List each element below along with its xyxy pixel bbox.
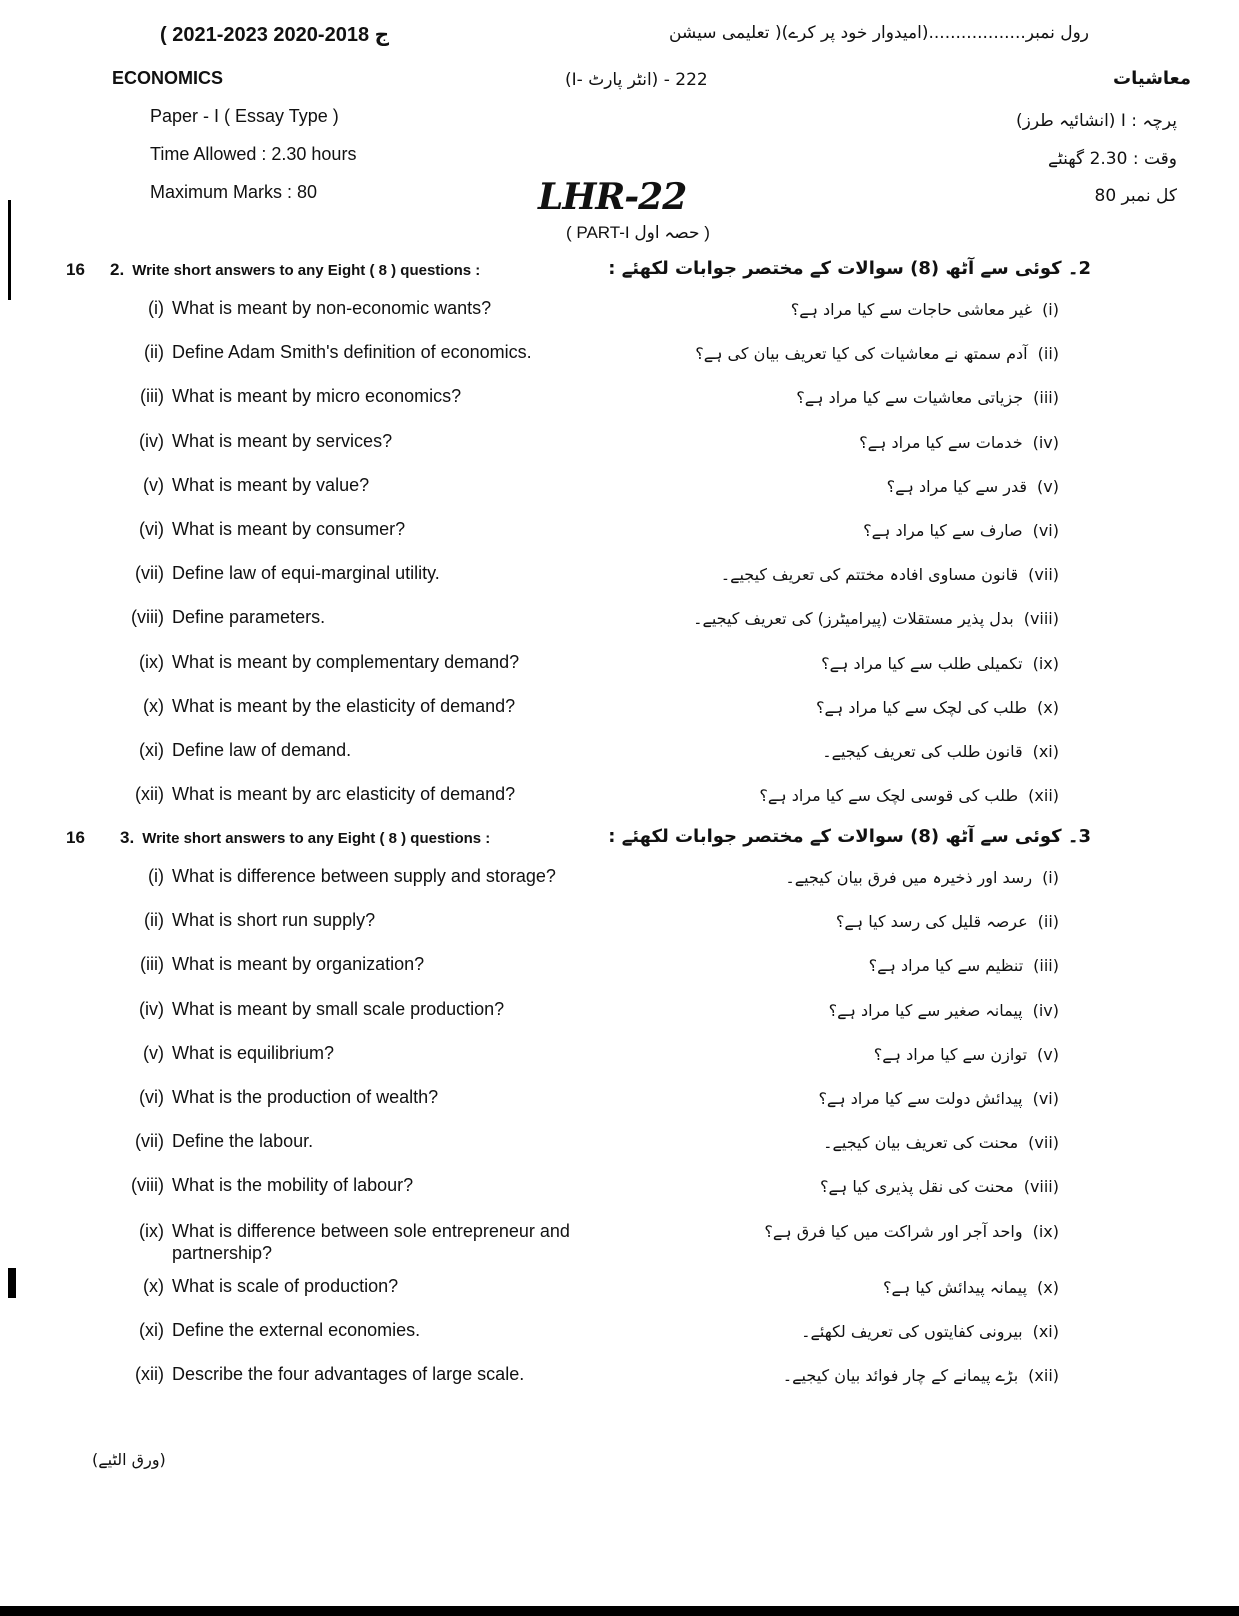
sub-question-numeral-ur: (iii) — [1033, 956, 1059, 976]
sub-question-numeral: (iii) — [140, 386, 164, 407]
sub-question-numeral-ur: (iv) — [1032, 1000, 1059, 1020]
sub-question-numeral: (viii) — [131, 607, 164, 628]
part-label: ( PART-I حصہ اول ) — [566, 223, 710, 242]
sub-question-numeral: (xi) — [139, 1320, 164, 1340]
question-instruction-en — [120, 828, 490, 848]
sub-question-numeral: (v) — [143, 1042, 164, 1063]
sub-question-text: What is meant by complementary demand? — [172, 651, 520, 672]
subject-title-ur: معاشیات — [1113, 68, 1191, 89]
sub-question-text: What is meant by arc elasticity of demand? — [172, 784, 516, 805]
sub-question-ur — [887, 477, 1059, 496]
sub-question-text: What is equilibrium? — [172, 1042, 335, 1063]
sub-question-en — [114, 342, 532, 363]
sub-question-text-ur: بیرونی کفایتوں کی تعریف لکھئے۔ — [801, 1322, 1023, 1341]
paper-type-en: Paper - I ( Essay Type ) — [150, 106, 339, 126]
question-marks: 16 — [66, 260, 85, 279]
sub-question-text: What is difference between sole entrepreneur and partnership? — [172, 1220, 570, 1263]
sub-question-text-ur: بدل پذیر مستقلات (پیرامیٹرز) کی تعریف کیجیے۔ — [693, 609, 1014, 629]
sub-question-numeral: (ix) — [139, 651, 164, 672]
sub-question-text: Define parameters. — [172, 607, 326, 628]
sub-question-text: Define law of demand. — [172, 740, 352, 760]
sub-question-text: What is scale of production? — [172, 1275, 399, 1296]
sub-question-numeral: (vi) — [139, 1087, 164, 1107]
sub-question-en — [114, 1175, 413, 1196]
sub-question-numeral-ur: (xi) — [1032, 742, 1059, 761]
sub-question-numeral-ur: (ix) — [1032, 653, 1059, 673]
sub-question-en — [114, 563, 440, 584]
question-instruction-ur: 3۔ کوئی سے آٹھ (8) سوالات کے مختصر جوابات لکھئے : — [608, 826, 1091, 847]
paper-code: 222 - (انٹر پارٹ -I) — [565, 70, 708, 90]
sub-question-numeral-ur: (vi) — [1032, 1089, 1059, 1108]
scan-edge-mark — [8, 200, 11, 300]
sub-question-text-ur: جزیاتی معاشیات سے کیا مراد ہے؟ — [796, 388, 1024, 408]
sub-question-en — [114, 1276, 398, 1297]
sub-question-text-ur: طلب کی قوسی لچک سے کیا مراد ہے؟ — [759, 786, 1019, 806]
sub-question-en — [114, 475, 369, 496]
sub-question-text: What is meant by value? — [172, 474, 370, 495]
sub-question-text: Define Adam Smith's definition of economics. — [172, 342, 532, 363]
sub-question-ur — [821, 654, 1059, 673]
sub-question-numeral: (vii) — [135, 1131, 164, 1152]
sub-question-numeral-ur: (viii) — [1023, 1177, 1059, 1197]
sub-question-text-ur: قانون مساوی افادہ مختتم کی تعریف کیجیے۔ — [720, 565, 1019, 585]
sub-question-en — [114, 1364, 524, 1385]
sub-question-en — [114, 866, 556, 887]
sub-question-en — [114, 298, 491, 319]
sub-question-text-ur: پیمانہ پیدائش کیا ہے؟ — [883, 1277, 1028, 1297]
sub-question-numeral-ur: (viii) — [1023, 609, 1059, 629]
sub-question-text-ur: واحد آجر اور شراکت میں کیا فرق ہے؟ — [764, 1221, 1023, 1241]
sub-question-numeral-ur: (i) — [1042, 868, 1059, 887]
sub-question-ur — [869, 956, 1059, 975]
sub-question-text-ur: قانون طلب کی تعریف کیجیے۔ — [822, 742, 1023, 761]
sub-question-numeral-ur: (vi) — [1032, 521, 1059, 540]
sub-question-numeral-ur: (vii) — [1028, 565, 1059, 585]
sub-question-numeral-ur: (v) — [1037, 476, 1059, 496]
sub-question-numeral-ur: (x) — [1037, 697, 1059, 717]
sub-question-text: Describe the four advantages of large scale. — [172, 1364, 525, 1385]
sub-question-text: What is meant by services? — [172, 430, 393, 451]
sub-question-en — [114, 519, 405, 540]
sub-question-numeral: (iv) — [139, 430, 164, 451]
sub-question-ur — [859, 433, 1059, 452]
sub-question-numeral-ur: (xii) — [1028, 786, 1059, 806]
sub-question-en — [114, 1220, 574, 1264]
sub-question-numeral-ur: (ii) — [1037, 912, 1059, 932]
time-allowed-ur: وقت : 2.30 گھنٹے — [1048, 149, 1177, 169]
sub-question-ur — [785, 868, 1059, 887]
sub-question-text: What is meant by small scale production? — [172, 998, 505, 1019]
sub-question-text: What is difference between supply and storage? — [172, 866, 556, 886]
sub-question-ur — [791, 300, 1059, 319]
sub-question-en — [114, 386, 461, 407]
sub-question-numeral: (ix) — [139, 1220, 164, 1241]
sub-question-ur — [823, 1133, 1059, 1152]
sub-question-ur — [801, 1322, 1059, 1341]
sub-question-numeral: (vii) — [135, 563, 164, 584]
sub-question-text-ur: پیدائش دولت سے کیا مراد ہے؟ — [818, 1089, 1023, 1108]
sub-question-numeral-ur: (v) — [1037, 1044, 1059, 1064]
question-number: 2. — [110, 260, 125, 279]
sub-question-numeral: (ii) — [144, 342, 164, 363]
question-instruction-text: Write short answers to any Eight ( 8 ) questions : — [142, 830, 491, 847]
sub-question-en — [114, 1131, 313, 1152]
sub-question-ur — [816, 698, 1059, 717]
sub-question-text: What is meant by the elasticity of demand? — [172, 695, 516, 716]
sub-question-numeral-ur: (ix) — [1032, 1221, 1059, 1241]
sub-question-ur — [796, 388, 1059, 407]
sub-question-numeral: (viii) — [131, 1175, 164, 1196]
sub-question-text-ur: محنت کی نقل پذیری کیا ہے؟ — [820, 1177, 1014, 1197]
sub-question-text-ur: تکمیلی طلب سے کیا مراد ہے؟ — [821, 653, 1023, 673]
sub-question-ur — [883, 1278, 1059, 1297]
sub-question-en — [114, 607, 325, 628]
sub-question-numeral-ur: (iii) — [1033, 388, 1059, 408]
sub-question-text: Define the labour. — [172, 1131, 314, 1152]
sub-question-text: Define the external economies. — [172, 1320, 421, 1340]
sub-question-ur — [822, 742, 1059, 761]
sub-question-ur — [874, 1045, 1059, 1064]
sub-question-text: What is short run supply? — [172, 910, 376, 931]
sub-question-numeral: (vi) — [139, 519, 164, 539]
sub-question-numeral-ur: (ii) — [1037, 344, 1059, 364]
sub-question-numeral: (xii) — [135, 784, 164, 805]
question-marks: 16 — [66, 828, 85, 847]
sub-question-numeral: (x) — [143, 695, 164, 716]
question-number: 3. — [120, 828, 135, 847]
sub-question-text: What is the production of wealth? — [172, 1087, 439, 1107]
sub-question-text-ur: بڑے پیمانے کے چار فوائد بیان کیجیے۔ — [782, 1366, 1019, 1386]
sub-question-numeral-ur: (vii) — [1028, 1133, 1059, 1153]
max-marks-en: Maximum Marks : 80 — [150, 182, 318, 202]
sub-question-en — [114, 954, 424, 975]
sub-question-en — [114, 696, 515, 717]
sub-question-ur — [693, 609, 1059, 628]
roll-number-line: رول نمبر..................(امیدوار خود پر کرے)( تعلیمی سیشن — [668, 23, 1089, 43]
sub-question-text-ur: محنت کی تعریف بیان کیجیے۔ — [823, 1133, 1019, 1153]
sub-question-text: What is meant by non-economic wants? — [172, 298, 492, 318]
sub-question-text-ur: طلب کی لچک سے کیا مراد ہے؟ — [816, 697, 1028, 717]
sub-question-numeral-ur: (x) — [1037, 1277, 1059, 1297]
turn-over-note: (ورق الٹیے) — [92, 1450, 166, 1469]
sub-question-ur — [721, 565, 1059, 584]
max-marks-ur: کل نمبر 80 — [1094, 186, 1177, 206]
session-years: ( 2021-2023 ج 2018-2020 — [160, 24, 390, 46]
question-instruction-text: Write short answers to any Eight ( 8 ) questions : — [132, 262, 481, 279]
sub-question-ur — [836, 912, 1059, 931]
sub-question-numeral: (xii) — [135, 1364, 164, 1385]
sub-question-numeral: (i) — [148, 866, 164, 886]
sub-question-ur — [759, 786, 1059, 805]
question-instruction-en — [110, 260, 480, 280]
sub-question-en — [114, 999, 504, 1020]
paper-type-ur: پرچہ : I (انشائیہ طرز) — [1016, 111, 1177, 131]
scan-edge-mark — [8, 1268, 16, 1298]
sub-question-en — [114, 740, 351, 761]
sub-question-numeral: (x) — [143, 1275, 164, 1296]
sub-question-text: What is meant by micro economics? — [172, 386, 462, 407]
sub-question-text-ur: پیمانہ صغیر سے کیا مراد ہے؟ — [828, 1000, 1023, 1020]
sub-question-text: What is meant by consumer? — [172, 519, 406, 539]
sub-question-numeral-ur: (xii) — [1028, 1366, 1059, 1386]
sub-question-ur — [820, 1177, 1059, 1196]
sub-question-ur — [818, 1089, 1059, 1108]
sub-question-ur — [829, 1001, 1059, 1020]
sub-question-text-ur: آدم سمتھ نے معاشیات کی کیا تعریف بیان کی ہے؟ — [695, 344, 1028, 364]
sub-question-en — [114, 784, 515, 805]
sub-question-numeral: (iv) — [139, 998, 164, 1019]
handwritten-board-code: LHR-22 — [538, 176, 687, 218]
sub-question-text-ur: توازن سے کیا مراد ہے؟ — [873, 1044, 1028, 1064]
time-allowed-en: Time Allowed : 2.30 hours — [150, 144, 357, 164]
question-instruction-ur: 2۔ کوئی سے آٹھ (8) سوالات کے مختصر جوابات لکھئے : — [608, 258, 1091, 279]
sub-question-numeral: (v) — [143, 474, 164, 495]
sub-question-en — [114, 1043, 334, 1064]
sub-question-ur — [783, 1366, 1059, 1385]
sub-question-text: Define law of equi-marginal utility. — [172, 563, 440, 584]
sub-question-ur — [695, 344, 1059, 363]
sub-question-ur — [863, 521, 1059, 540]
sub-question-en — [114, 1320, 420, 1341]
sub-question-text-ur: تنظیم سے کیا مراد ہے؟ — [868, 956, 1024, 976]
sub-question-text-ur: عرصہ قلیل کی رسد کیا ہے؟ — [835, 912, 1028, 932]
sub-question-text-ur: رسد اور ذخیرہ میں فرق بیان کیجیے۔ — [785, 868, 1033, 887]
sub-question-en — [114, 652, 519, 673]
sub-question-numeral: (iii) — [140, 954, 164, 975]
subject-title-en: ECONOMICS — [112, 68, 224, 88]
sub-question-text-ur: صارف سے کیا مراد ہے؟ — [863, 521, 1023, 540]
sub-question-en — [114, 1087, 438, 1108]
sub-question-text: What is meant by organization? — [172, 954, 425, 975]
sub-question-text-ur: قدر سے کیا مراد ہے؟ — [886, 476, 1028, 496]
sub-question-text-ur: غیر معاشی حاجات سے کیا مراد ہے؟ — [790, 300, 1033, 319]
sub-question-text-ur: خدمات سے کیا مراد ہے؟ — [859, 432, 1023, 452]
sub-question-numeral-ur: (iv) — [1032, 432, 1059, 452]
sub-question-ur — [764, 1222, 1059, 1241]
sub-question-numeral: (ii) — [144, 910, 164, 931]
sub-question-en — [114, 910, 375, 931]
sub-question-text: What is the mobility of labour? — [172, 1175, 414, 1196]
sub-question-numeral: (i) — [148, 298, 164, 318]
sub-question-numeral-ur: (xi) — [1032, 1322, 1059, 1341]
scan-bottom-edge — [0, 1606, 1239, 1616]
sub-question-en — [114, 431, 392, 452]
sub-question-numeral: (xi) — [139, 740, 164, 760]
sub-question-numeral-ur: (i) — [1042, 300, 1059, 319]
